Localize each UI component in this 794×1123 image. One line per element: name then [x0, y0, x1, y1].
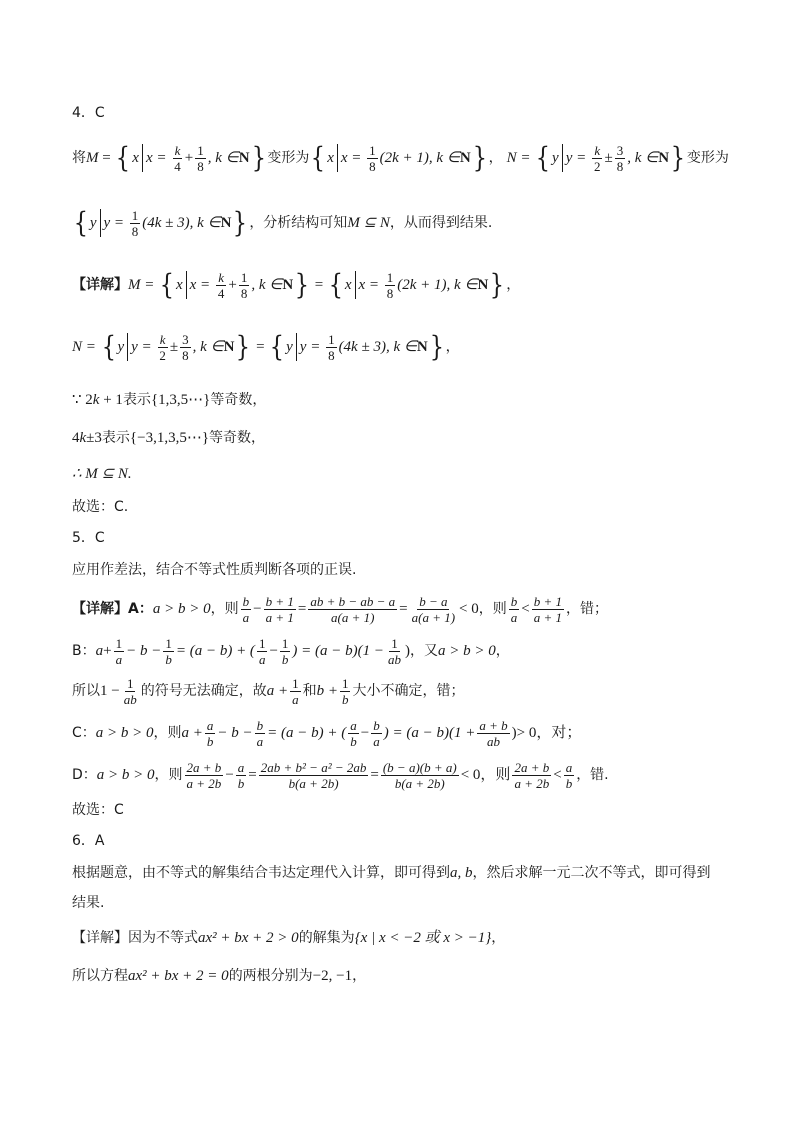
text: ，又: [410, 643, 439, 659]
solution-set: {x | x < −2 或 x > −1}: [354, 930, 492, 946]
text: 变形为: [267, 150, 310, 166]
text: 的解集为: [298, 930, 355, 946]
option-a-label: 【详解】A：: [72, 601, 153, 617]
text: ，: [495, 643, 510, 659]
q6-roots-line: [72, 966, 734, 986]
text: ，分析结构可知: [249, 215, 348, 231]
q5-hint: 应用作差法，结合不等式性质判断各项的正误.: [72, 562, 357, 578]
text: > 0，对；: [516, 725, 582, 741]
q5-answer: 5．C: [72, 530, 105, 546]
q5-hint-line: [72, 560, 734, 580]
text: 【详解】因为不等式: [72, 930, 198, 946]
roots: −2, −1: [312, 968, 353, 984]
q5-option-b-line-1: B： a + $\frac{1}{a}$ − b − $\frac{1}{b}$ = (a − b) + ( $\frac{1}{a}$ − $\frac{1}{b}$ ) = (a − b)(1 − $\frac{1}{ab}$ ) ，又 a > b > 0 ，: [72, 635, 510, 667]
text: 等奇数，: [209, 430, 266, 446]
q4-hint-line-1: 将 M = { x x = $\frac{k}{4}$ + $\frac{1}{8}$ , k ∈ N } 变形为 { x x = $\frac{1}{8}$ (2k + 1), k ∈ N } ， N = { y y = $\frac{k}{2}$ ± $\frac{3}{8}$ , k ∈ N } 变形为: [72, 141, 729, 174]
q4-detail-line-2: N = { y y = $\frac{k}{2}$ ± $\frac{3}{8}$ , k ∈ N } = { y y = $\frac{1}{8}$ (4k ± 3), k ∈ N } ，: [72, 330, 460, 363]
condition: a > b > 0: [95, 725, 154, 741]
text: 将: [72, 150, 86, 166]
text: ，: [352, 968, 367, 984]
text: ，则: [478, 601, 507, 617]
q5-option-c-line: C： a > b > 0 ，则 a + $\frac{a}{b}$ − b − $\frac{b}{a}$ = (a − b) + ( $\frac{a}{b}$ − $\frac{b}{a}$ ) = (a − b)(1 + $\frac{a + b}{ab}$ ) > 0，对；: [72, 717, 582, 749]
text: 结果.: [72, 895, 105, 911]
choice: 故选：C: [72, 802, 124, 818]
text: 所以: [72, 683, 100, 699]
q4-odd-line-1: ∵ 2 k + 1 表示 {1,3,5⋯} 等奇数，: [72, 392, 267, 408]
q4-choose-line: [72, 497, 734, 517]
text: 的两根分别为: [228, 968, 313, 984]
q5-answer-line: [72, 528, 734, 548]
q4-odd-line-2: 4 k ±3 表示 {−3,1,3,5⋯} 等奇数，: [72, 430, 266, 446]
text: ，从而得到结果.: [389, 215, 493, 231]
q6-hint-line-1: [72, 863, 734, 883]
text: ，则: [154, 767, 183, 783]
text: ，则: [210, 601, 239, 617]
q4-conclusion-line: [72, 464, 734, 484]
text: ，则: [153, 725, 182, 741]
q6-hint-line-2: [72, 893, 734, 913]
q5-choose-line: [72, 800, 734, 820]
text: 变形为: [686, 150, 729, 166]
choice: 故选：C.: [72, 499, 129, 515]
text: 表示: [122, 392, 151, 408]
text: ，: [488, 150, 503, 166]
q5-option-a-line: 【详解】A： a > b > 0 ，则 $\frac{b}{a}$ − $\frac{b + 1}{a + 1}$ = $\frac{ab + b - ab - a}{a(a + 1)}$ = $\frac{b - a}{a(a + 1)}$ < 0 ，则 $\frac{b}{a}$ < $\frac{b + 1}{a + 1}$ ，错；: [72, 593, 609, 625]
text: 表示: [101, 430, 130, 446]
math-M: M: [86, 150, 99, 166]
text: 根据题意，由不等式的解集结合韦达定理代入计算，即可得到: [72, 865, 450, 881]
text: ，错；: [566, 601, 609, 617]
condition: a > b > 0: [96, 767, 155, 783]
q6-detail-line: [72, 928, 734, 948]
option-d-label: D：: [72, 767, 97, 783]
text: 所以方程: [72, 968, 128, 984]
text: ，错.: [576, 767, 609, 783]
text: 的符号无法确定，故: [140, 683, 267, 699]
q4-detail-line-1: 【详解】 M = { x x = $\frac{k}{4}$ + $\frac{1}{8}$ , k ∈ N } = { x x = $\frac{1}{8}$ (2k + 1), k ∈ N } ，: [72, 268, 521, 301]
detail-tag: 【详解】: [72, 277, 128, 293]
text: ，: [491, 930, 506, 946]
q5-option-b-line-2: 所以 1 − $\frac{1}{ab}$ 的符号无法确定，故 a + $\frac{1}{a}$ 和 b + $\frac{1}{b}$ 大小不确定，错；: [72, 675, 465, 707]
q4-hint-line-2: { y y = $\frac{1}{8}$ (4k ± 3), k ∈ N } ，分析结构可知 M ⊆ N ，从而得到结果.: [73, 206, 493, 239]
equation: ax² + bx + 2 = 0: [128, 968, 229, 984]
vars: a, b: [450, 865, 473, 881]
inequality: ax² + bx + 2 > 0: [198, 930, 299, 946]
option-c-label: C：: [72, 725, 96, 741]
conclusion: ∴ M ⊆ N.: [72, 466, 132, 482]
q6-answer-line: [72, 831, 734, 851]
text: 和: [302, 683, 317, 699]
text: ，然后求解一元二次不等式，即可得到: [472, 865, 711, 881]
q4-answer-line: [72, 103, 734, 123]
text: 大小不确定，错；: [352, 683, 465, 699]
text: < 0，则: [460, 767, 511, 783]
q4-answer: 4．C: [72, 105, 105, 121]
condition: a > b > 0: [438, 643, 496, 659]
condition: a > b > 0: [152, 601, 211, 617]
odd-set-2: {−3,1,3,5⋯}: [129, 430, 210, 446]
odd-set-1: {1,3,5⋯}: [150, 392, 211, 408]
option-b-label: B：: [72, 643, 96, 659]
text: 等奇数，: [210, 392, 267, 408]
q6-answer: 6．A: [72, 833, 105, 849]
q5-option-d-line: D： a > b > 0 ，则 $\frac{2a + b}{a + 2b}$ − $\frac{a}{b}$ = $\frac{\text{2ab + b² − a² − 2ab}}{b(a + 2b)}$ = $\frac{(b - a)(b + a)}{b(a + 2b)}$ < 0，则 $\frac{2a + b}{a + 2b}$ < $\frac{a}{b}$ ，错.: [72, 759, 609, 791]
